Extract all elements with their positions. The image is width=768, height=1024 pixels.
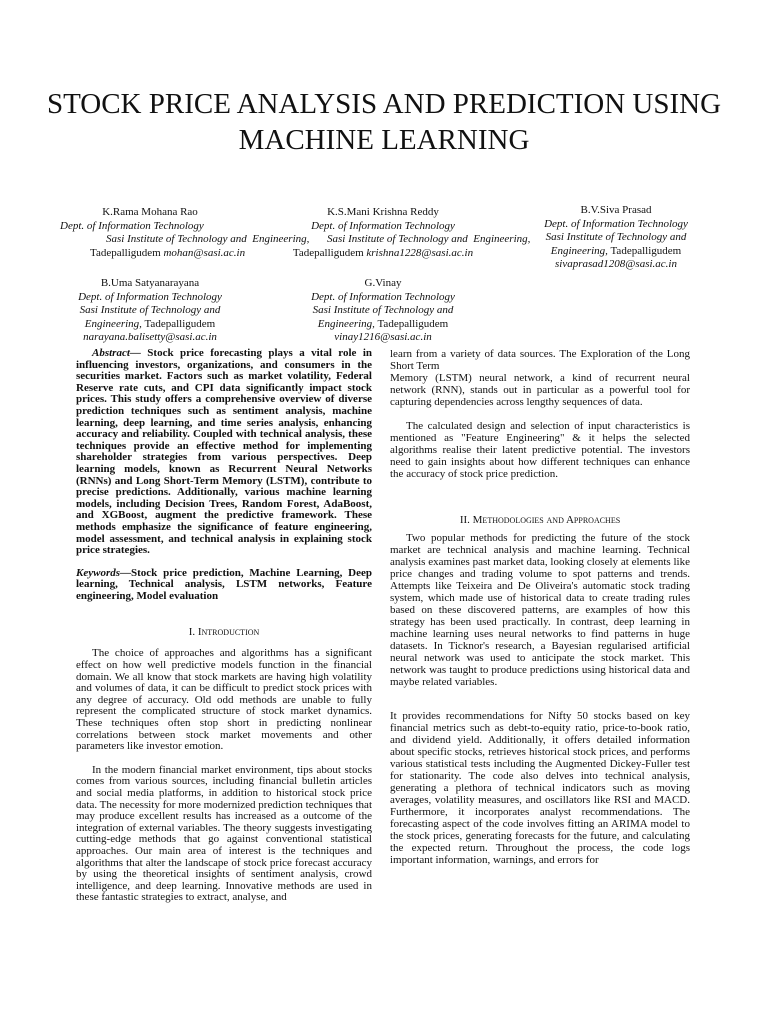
author-name: G.Vinay [364, 277, 402, 289]
author-email: narayana.balisetty@sasi.ac.in [83, 331, 217, 344]
author-email: vinay1216@sasi.ac.in [334, 331, 432, 344]
author-location: Engineering, Tadepalligudem [317, 317, 449, 330]
author-name: B.V.Siva Prasad [580, 204, 652, 216]
author-block-5 [283, 277, 483, 345]
intro-paragraph-1: The choice of approaches and algorithms has a significant effect on how well predictive models function in the financial domain. We all know that stock markets are having high volatility and volumes of data, it can be difficult to predict stock prices with any degree of accuracy. Old odd methods are unable to fully represent the complicated structure of stock market dynamics. These techniques often stop short in predicting nonlinear correlations between stock market movements and other parameters like investor emotion. [76, 647, 372, 753]
author-location: Engineering, Tadepalligudem [84, 317, 216, 330]
methods-paragraph-1: Two popular methods for predicting the future of the stock market are technical analysis and machine learning. Technical analysis examines past market data, looking closely at elements like price changes and trading volume to spot patterns and trends. Attempts like Teixeira and De Oliveira's automatic stock trading system, which made use of historical data to create trading rules based on these discovered patterns, are examples of how this strategy has been used practically. In contrast, deep learning in machine learning uses neural networks to find patterns in huge datasets. In Ticknor's research, a Bayesian regularised artificial neural network was used to anticipate the stock market. This network was taught to produce predictions using historical data and maybe related variables. [390, 532, 690, 688]
author-dept: Dept. of Information Technology [544, 217, 688, 230]
keywords: Keywords—Stock price prediction, Machine Learning, Deep learning, Technical analysis, LSTM networks, Feature engineering, Model evaluation [76, 566, 372, 602]
author-name: K.Rama Mohana Rao [102, 206, 198, 218]
author-institution: Sasi Institute of Technology and Engineering, [327, 233, 531, 246]
author-block-4 [50, 277, 250, 345]
left-column [76, 348, 372, 904]
author-dept: Dept. of Information Technology [311, 290, 455, 303]
author-institution: Sasi Institute of Technology and [312, 304, 454, 317]
author-block-1 [50, 206, 310, 260]
author-name: B.Uma Satyanarayana [100, 277, 200, 289]
right-paragraph-1b: Memory (LSTM) neural network, a kind of recurrent neural network (RNN), stands out in particular as a powerful tool for capturing dependencies across lengthy sequences of data. [390, 372, 690, 408]
methods-paragraph-2: It provides recommendations for Nifty 50 stocks based on key financial metrics such as debt-to-equity ratio, price-to-book ratio, and dividend yield. Additionally, it offers detailed information about specific stocks, retrieves historical stock prices, and performs various statistical tests including the Augmented Dickey-Fuller test for stationarity. The code also delves into technical analysis, generating a plethora of technical indicators such as moving averages, volatility measures, and oscillators like RSI and MACD. Furthermore, it incorporates analyst recommendations. The forecasting aspect of the code involves fitting an ARIMA model to the stock prices, generating forecasts for the future, and calculating the expected return. Throughout the process, the code logs important information, warnings, and errors for [390, 710, 690, 866]
abstract: Abstract— Stock price forecasting plays a vital role in influencing investors, organizations, and consumers in the securities market. Factors such as market volatility, Federal Reserve rate cuts, and CPI data significantly impact stock prices. This study offers a comprehensive overview of diverse prediction techniques such as sentiment analysis, machine learning, deep learning, and time series analysis, enhancing accuracy and reliability. Coupled with technical analysis, these techniques provide an effective method for implementing shareholder strategies from various perspectives. Deep learning models, known as Recurrent Neural Networks (RNNs) and Long Short-Term Memory (LSTM), contribute to precise predictions. Additionally, various machine learning models, including Decision Trees, Random Forest, AdaBoost, and XGBoost, augment the predictive framework. These methods emphasize the significance of feature engineering, model assessment, and technical analysis in explaining stock price strategies. [76, 347, 372, 557]
intro-paragraph-2: In the modern financial market environment, tips about stocks comes from various sources, including financial bulletin articles and social media platforms, in addition to historical stock price data. The necessity for more modernized prediction techniques that may produce excellent results has increased as a outcome of the integration of external variables. The theory suggests investigating cutting-edge methods that go against conventional statistical approaches. Our main area of interest is the techniques and algorithms that alter the landscape of stock price forecast accuracy by using the theoretical insights of sentiment analysis, crowd intelligence, and deep learning. Innovative methods are used in these fantastic strategies to extract, analyse, and [76, 763, 372, 904]
section-heading-introduction: I. Introduction [188, 626, 260, 639]
right-column [390, 348, 690, 866]
author-location: Tadepalligudem krishna1228@sasi.ac.in [292, 246, 474, 259]
author-institution: Sasi Institute of Technology and Engineering, [106, 233, 310, 246]
right-paragraph-2: The calculated design and selection of input characteristics is mentioned as "Feature Engineering" & it helps the selected algorithms realise their latent predictive potential. The investors need to gain insights about how different techniques can enhance the accuracy of stock price prediction. [390, 420, 690, 480]
author-name: K.S.Mani Krishna Reddy [327, 206, 439, 218]
paper-title: STOCK PRICE ANALYSIS AND PREDICTION USING MACHINE LEARNING [46, 88, 722, 156]
author-block-3 [516, 204, 716, 272]
section-heading-methodologies: II. Methodologies and Approaches [459, 514, 621, 526]
author-location: Tadepalligudem mohan@sasi.ac.in [90, 246, 246, 259]
author-location: Engineering, Tadepalligudem [550, 244, 682, 257]
author-institution: Sasi Institute of Technology and [79, 304, 221, 317]
author-dept: Dept. of Information Technology [60, 219, 204, 232]
author-email: sivaprasad1208@sasi.ac.in [555, 258, 677, 271]
author-block-2 [283, 206, 531, 260]
author-dept: Dept. of Information Technology [78, 290, 222, 303]
author-dept: Dept. of Information Technology [311, 219, 455, 232]
author-institution: Sasi Institute of Technology and [545, 231, 687, 244]
right-paragraph-1a: learn from a variety of data sources. The Exploration of the Long Short Term [390, 348, 690, 372]
